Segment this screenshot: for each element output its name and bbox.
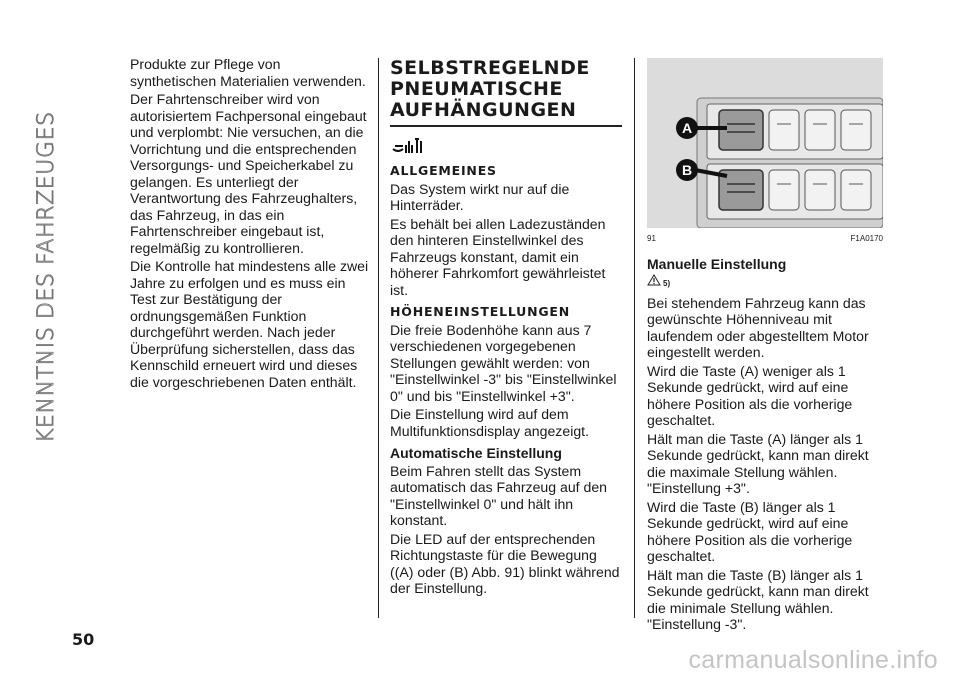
warning-reference bbox=[647, 274, 883, 293]
figure-code: F1A0170 bbox=[850, 234, 883, 243]
paragraph: Wird die Taste (B) länger als 1 Sekunde gedrückt, wird auf eine höhere Position als die vorherige geschaltet. bbox=[647, 498, 853, 564]
figure-suspension-buttons bbox=[647, 58, 883, 228]
paragraph: Beim Fahren stellt das System automatisch das Fahrzeug auf den "Einstellwinkel 0" und hält ihn konstant. bbox=[390, 462, 608, 528]
suspension-symbol-icon bbox=[390, 135, 622, 157]
paragraph: Produkte zur Pflege von synthetischen Materialien verwenden. bbox=[130, 56, 366, 89]
section-heading: ALLGEMEINES bbox=[390, 163, 497, 178]
figure-label-b: B bbox=[681, 162, 693, 178]
paragraph: Hält man die Taste (B) länger als 1 Sekunde gedrückt, kann man direkt die minimale Stellung wählen. "Einstellung -3". bbox=[647, 566, 869, 632]
column-3 bbox=[647, 58, 883, 635]
warning-triangle-icon bbox=[647, 274, 661, 293]
paragraph: Es behält bei allen Ladezuständen den hinteren Einstellwinkel des Fahrzeugs konstant, damit ein höherer Fahrkomfort gewährleistet ist. bbox=[390, 215, 606, 298]
sidebar-chapter-title: KENNTNIS DES FAHRZEUGES bbox=[34, 111, 59, 443]
subsection-heading: Automatische Einstellung bbox=[390, 445, 562, 461]
paragraph: Die freie Bodenhöhe kann aus 7 verschiedenen vorgegebenen Stellungen gewählt werden: von "Einstellwinkel -3" bis "Einstellwinkel 0" und bis "Einstellwinkel +3". bbox=[390, 321, 617, 404]
figure-number: 91 bbox=[647, 234, 656, 243]
column-1 bbox=[130, 56, 370, 392]
figure-label-a: A bbox=[681, 120, 693, 136]
paragraph: Die LED auf der entsprechenden Richtungstaste für die Bewegung ((A) oder (B) Abb. 91) blinkt während der Einstellung. bbox=[390, 530, 620, 596]
paragraph: Die Kontrolle hat mindestens alle zwei Jahre zu erfolgen und es muss ein Test zur Bestätigung der ordnungsgemäßen Funktion durchgeführt werden. Nach jeder Überprüfung sicherstellen, dass das Kennschild erneuert wird und dieses die vorgeschriebenen Daten enthält. bbox=[130, 258, 369, 390]
paragraph: Hält man die Taste (A) länger als 1 Sekunde gedrückt, kann man direkt die maximale Stellung wählen. "Einstellung +3". bbox=[647, 430, 869, 496]
paragraph: Das System wirkt nur auf die Hinterräder. bbox=[390, 180, 570, 213]
subsection-heading: Manuelle Einstellung bbox=[647, 255, 787, 272]
warning-reference-number: 5) bbox=[663, 279, 671, 288]
paragraph: Der Fahrtenschreiber wird von autorisiertem Fachpersonal eingebaut und verplombt: Nie versuchen, an die Vorrichtung und die entsprechenden Versorgungs- und Speicherkabel zu gelangen. Es unterliegt der Verantwortung des Fahrzeughalters, das Fahrzeug, in das ein Fahrtenschreiber eingebaut ist, regelmäßig zu kontrollieren. bbox=[130, 91, 367, 256]
column-2 bbox=[390, 58, 622, 599]
heading-rule bbox=[390, 125, 622, 127]
watermark: carmanualsonline.info bbox=[688, 646, 938, 674]
section-main-heading: SELBSTREGELNDE PNEUMATISCHE AUFHÄNGUNGEN bbox=[390, 57, 590, 121]
column-divider bbox=[634, 58, 635, 618]
paragraph: Bei stehendem Fahrzeug kann das gewünschte Höhenniveau mit laufendem oder abgestelltem Motor eingestellt werden. bbox=[647, 294, 869, 360]
column-divider bbox=[378, 58, 379, 618]
paragraph: Die Einstellung wird auf dem Multifunktionsdisplay angezeigt. bbox=[390, 406, 589, 439]
page-number: 50 bbox=[72, 630, 95, 649]
section-heading: HÖHENEINSTELLUNGEN bbox=[390, 304, 571, 319]
figure-illustration bbox=[647, 58, 883, 228]
figure-caption bbox=[647, 231, 883, 248]
paragraph: Wird die Taste (A) weniger als 1 Sekunde gedrückt, wird auf eine höhere Position als die vorherige geschaltet. bbox=[647, 362, 853, 428]
